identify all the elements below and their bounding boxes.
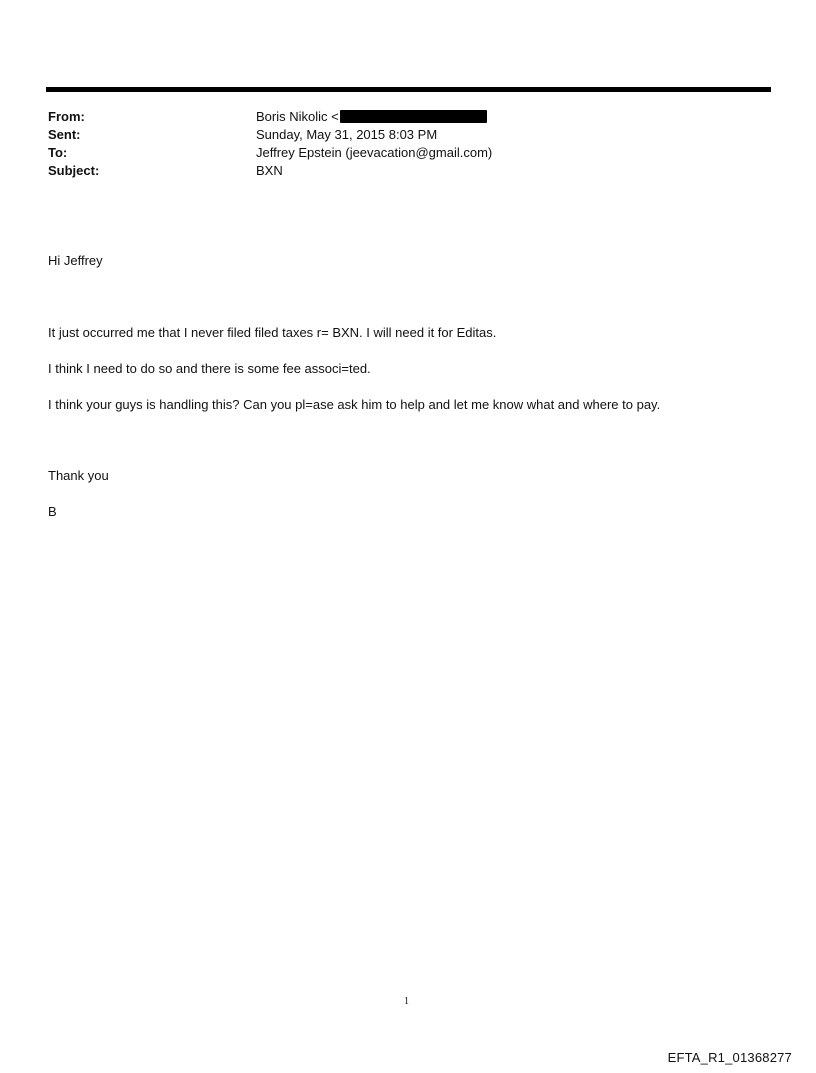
signature: B [48,504,57,519]
sent-row [48,126,748,144]
to-label: To: [48,145,68,160]
subject-label: Subject: [48,163,100,178]
sent-label: Sent: [48,127,81,142]
closing: Thank you [48,468,109,483]
email-header [48,108,748,180]
document-id: EFTA_R1_01368277 [667,1050,792,1065]
subject-row [48,162,748,180]
body-paragraph: It just occurred me that I never filed filed taxes r= BXN. I will need it for Editas. [48,325,497,340]
to-row [48,144,748,162]
greeting: Hi Jeffrey [48,253,103,268]
from-name: Boris Nikolic < [256,109,339,124]
body-paragraph: I think I need to do so and there is some fee associ=ted. [48,361,371,376]
from-value [256,108,487,126]
body-paragraph: I think your guys is handling this? Can you pl=ase ask him to help and let me know what and where to pay. [48,397,661,412]
from-row [48,108,748,126]
sent-value: Sunday, May 31, 2015 8:03 PM [256,127,438,142]
page-number: 1 [404,996,409,1007]
redaction-block [340,110,487,123]
to-value: Jeffrey Epstein (jeevacation@gmail.com) [256,145,493,160]
header-divider [46,87,771,92]
from-label: From: [48,109,85,124]
subject-value: BXN [256,163,283,178]
